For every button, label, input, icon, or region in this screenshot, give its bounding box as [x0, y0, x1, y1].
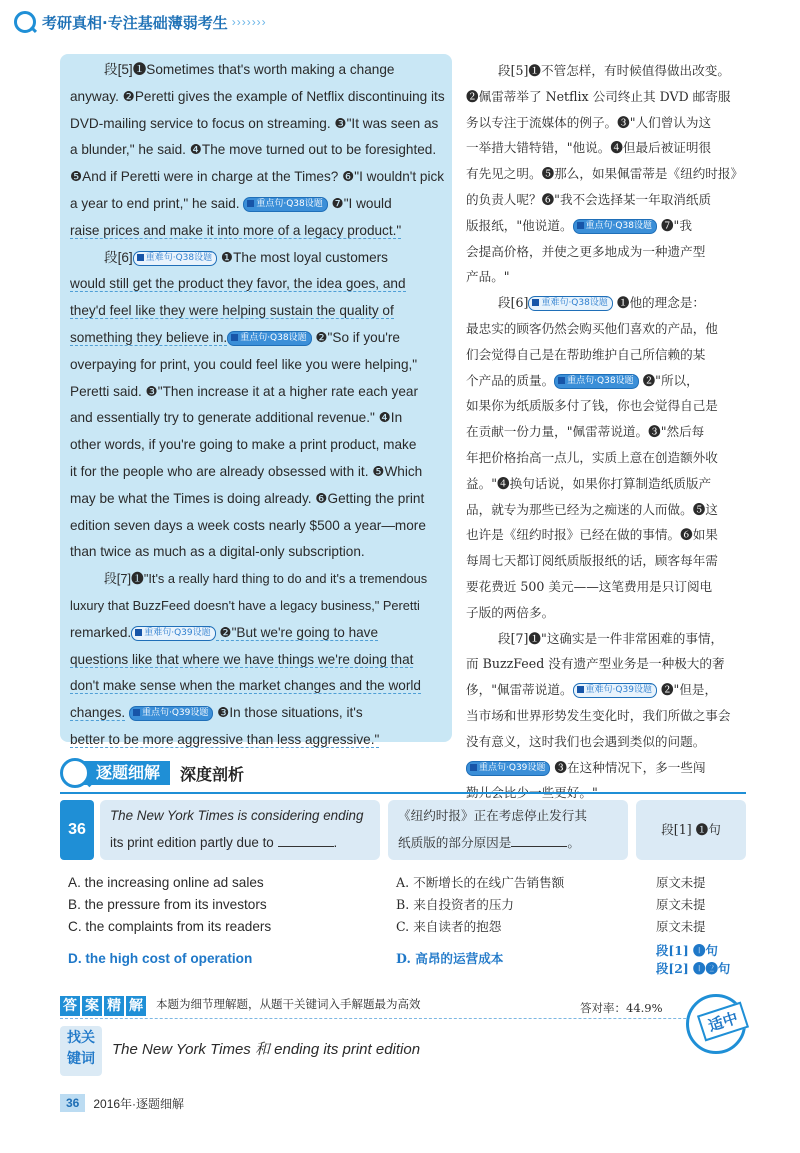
hard-sentence-flag-q38: 重难句·Q38设题	[133, 251, 217, 266]
question-stem-cn: 《纽约时报》正在考虑停止发行其 纸质版的部分原因是 。	[388, 800, 628, 860]
option-d-location-2: 段[2] ❶❷句	[656, 961, 731, 976]
translation-line: 个产品的质量。 重点句·Q38设题 ❷"所以，	[466, 372, 699, 388]
translation-line: 益。"❹换句话说，如果你打算制造纸质版产	[466, 475, 712, 491]
translation-line: 们会觉得自己是在帮助维护自己所信赖的某	[466, 346, 706, 362]
translation-line: 的负责人呢？❻"我不会选择某一年取消纸质	[466, 191, 712, 207]
question-stem-en: The New York Times is considering ending its print edition partly due to .	[100, 800, 380, 860]
option-d-cn-correct: D. 高昂的运营成本	[396, 951, 504, 966]
translation-line: 品，就专为那些已经为之痴迷的人而做。❺这	[466, 501, 718, 517]
passage-line: than twice as much as a digital-only subscription.	[70, 544, 365, 560]
question-number: 36	[60, 800, 94, 860]
option-c: C. the complaints from its readers	[68, 919, 272, 934]
translation-line: 产品。"	[466, 269, 510, 285]
translation-line: 有先见之明。❺那么，如果佩雷蒂是《纽约时报》	[466, 166, 744, 182]
page-footer	[60, 1094, 184, 1112]
translation-line: 段[6] 重难句·Q38设题 ❶他的理念是：	[498, 295, 706, 311]
translation-line: 段[5]❶不管怎样，有时候值得做出改变。	[498, 63, 730, 78]
header-title: 考研真相·专注基础薄弱考生	[42, 13, 228, 32]
key-sentence-flag-q38: 重点句·Q38设题	[554, 374, 638, 389]
passage-line: luxury that BuzzFeed doesn't have a legacy business," Peretti	[70, 597, 420, 613]
chinese-translation	[466, 58, 756, 806]
passage-line: overpaying for print, you could feel like you were helping,"	[70, 356, 418, 372]
magnifier-logo-icon	[14, 11, 36, 33]
translation-line: 一举措大错特错，"他说。❹但最后被证明很	[466, 140, 712, 156]
key-sentence-flag-q38: 重点句·Q38设题	[243, 197, 327, 212]
answer-blank	[511, 846, 567, 847]
passage-line: remarked. 重难句·Q39设题 ❷"But we're going to have	[70, 624, 379, 640]
passage-line: edition seven days a week costs nearly $500 a year—more	[70, 517, 426, 533]
translation-line: 务以专注于流媒体的例子。❸"人们曾认为这	[466, 114, 712, 130]
answer-chip: 案	[82, 996, 102, 1016]
section-heading	[60, 757, 244, 789]
option-c-location: 原文未提	[656, 919, 706, 934]
section-tag: 逐题细解	[80, 761, 170, 785]
option-c-cn: C. 来自读者的抱怨	[396, 919, 502, 934]
passage-line: a blunder," he said. ❹The move turned out to be foresighted.	[70, 142, 437, 158]
passage-line: ❺And if Peretti were in charge at the Times? ❻"I wouldn't pick	[70, 169, 445, 185]
passage-line: changes. 重点句·Q39设题 ❸In those situations, it's	[70, 705, 363, 721]
passage-line: questions like that where we have things we're doing that	[70, 651, 414, 667]
translation-line: 而 BuzzFeed 没有遗产型业务是一种极大的奢	[466, 656, 725, 672]
option-d-location: 段[1] ❶句	[656, 943, 718, 958]
translation-line: 也许是《纽约时报》已经在做的事情。❻如果	[466, 527, 718, 543]
translation-line: 当市场和世界形势发生变化时，我们所做之事会	[466, 707, 731, 723]
translation-line: 侈，"佩雷蒂说道。 重难句·Q39设题 ❷"但是，	[466, 682, 718, 698]
hard-sentence-flag-q39: 重难句·Q39设题	[573, 683, 657, 698]
passage-line: it for the people who are already obsessed with it. ❺Which	[70, 463, 423, 479]
translation-line: 子版的两倍多。	[466, 604, 555, 620]
key-sentence-flag-q38: 重点句·Q38设题	[573, 219, 657, 234]
passage-line: and essentially try to generate additional revenue." ❹In	[70, 410, 403, 426]
section-subtitle: 深度剖析	[180, 764, 245, 784]
key-sentence-flag-q39: 重点句·Q39设题	[129, 706, 213, 721]
translation-line: 会提高价格，并使之更多地成为一种遗产型	[466, 243, 706, 259]
passage-line: other words, if you're going to make a print product, make	[70, 437, 417, 453]
passage-line: something they believe in. 重点句·Q38设题 ❷"So if you're	[70, 329, 400, 345]
option-a-location: 原文未提	[656, 875, 706, 890]
hard-sentence-flag-q38: 重难句·Q38设题	[528, 296, 612, 311]
passage-line: 段[6] 重难句·Q38设题 ❶The most loyal customers	[104, 249, 388, 265]
answer-chip: 答	[60, 996, 80, 1016]
answer-chip: 精	[104, 996, 124, 1016]
key-sentence-flag-q38: 重点句·Q38设题	[227, 331, 311, 346]
answer-blank	[278, 846, 334, 847]
translation-line: 年把价格抬高一点儿，实质上意在创造额外收	[466, 449, 718, 465]
passage-line: would still get the product they favor, the idea goes, and	[70, 276, 406, 292]
passage-line: they'd feel like they were helping sustain the quality of	[70, 303, 394, 319]
key-sentence-flag-q39: 重点句·Q39设题	[466, 761, 550, 776]
passage-line: better to be more aggressive than less aggressive."	[70, 731, 380, 747]
correct-rate: 答对率：44.9%	[580, 1001, 663, 1015]
keyword-label: 找关 键词	[60, 1026, 102, 1076]
options-cn	[396, 872, 626, 970]
option-a-cn: A. 不断增长的在线广告销售额	[396, 875, 565, 890]
answer-chip: 解	[126, 996, 146, 1016]
passage-line: raise prices and make it into more of a legacy product."	[70, 222, 402, 238]
options-en	[68, 872, 368, 970]
translation-line: 勤儿会比少一些更好。"	[466, 785, 598, 801]
translation-line: 重点句·Q39设题 ❸在这种情况下，多一些闯	[466, 755, 756, 781]
translation-line: 每周七天都订阅纸质版报纸的话，顾客每年需	[466, 553, 718, 569]
passage-line: a year to end print," he said. 重点句·Q38设题 ❼"I would	[70, 195, 392, 211]
header-arrows-icon: ›››››››	[231, 15, 267, 29]
answer-description: 本题为细节理解题，从题干关键词入手解题最为高效	[156, 997, 421, 1011]
magnifier-icon	[60, 758, 90, 788]
hard-sentence-flag-q39: 重难句·Q39设题	[131, 626, 215, 641]
passage-line: may be what the Times is doing already. ❻Getting the print	[70, 490, 425, 506]
passage-line: Peretti said. ❸"Then increase it at a higher rate each year	[70, 383, 418, 399]
english-passage	[70, 58, 445, 755]
translation-line: 如果你为纸质版多付了钱，你也会觉得自己是	[466, 398, 718, 414]
option-b: B. the pressure from its investors	[68, 897, 267, 912]
question-location: 段[1] ❶句	[636, 800, 746, 860]
translation-line: 没有意义，这时我们也会遇到类似的问题。	[466, 733, 706, 749]
page-header	[14, 8, 267, 36]
options-location	[656, 872, 746, 978]
translation-line: 在贡献一份力量，"佩雷蒂说道。❸"然后每	[466, 424, 705, 440]
footer-text: 2016年·逐题细解	[93, 1096, 185, 1111]
translation-line: ❷佩雷蒂举了 Netflix 公司终止其 DVD 邮寄服	[466, 88, 731, 104]
passage-line: 段[5]❶Sometimes that's worth making a change	[104, 62, 395, 77]
keyword-text: The New York Times 和 ending its print edition	[112, 1041, 421, 1058]
translation-line: 版报纸，"他说道。 重点句·Q38设题 ❼"我	[466, 217, 692, 233]
option-a: A. the increasing online ad sales	[68, 875, 264, 890]
translation-line: 最忠实的顾客仍然会购买他们喜欢的产品，他	[466, 320, 718, 336]
option-d-correct: D. the high cost of operation	[68, 951, 253, 966]
passage-line: DVD-mailing service to focus on streaming. ❸"It was seen as	[70, 115, 439, 131]
option-b-cn: B. 来自投资者的压力	[396, 897, 515, 912]
difficulty-label: 适中	[697, 1002, 749, 1042]
passage-line: 段[7]❶"It's a really hard thing to do and it's a tremendous	[104, 571, 428, 587]
translation-line: 段[7]❶"这确实是一件非常困难的事情，	[498, 630, 724, 646]
passage-line: anyway. ❷Peretti gives the example of Netflix discontinuing its	[70, 88, 445, 104]
translation-line: 要花费近 500 美元——这笔费用是只订阅电	[466, 578, 713, 594]
section-divider	[60, 792, 746, 794]
page-number: 36	[60, 1094, 85, 1112]
option-b-location: 原文未提	[656, 897, 706, 912]
passage-line: don't make sense when the market changes and the world	[70, 678, 421, 694]
